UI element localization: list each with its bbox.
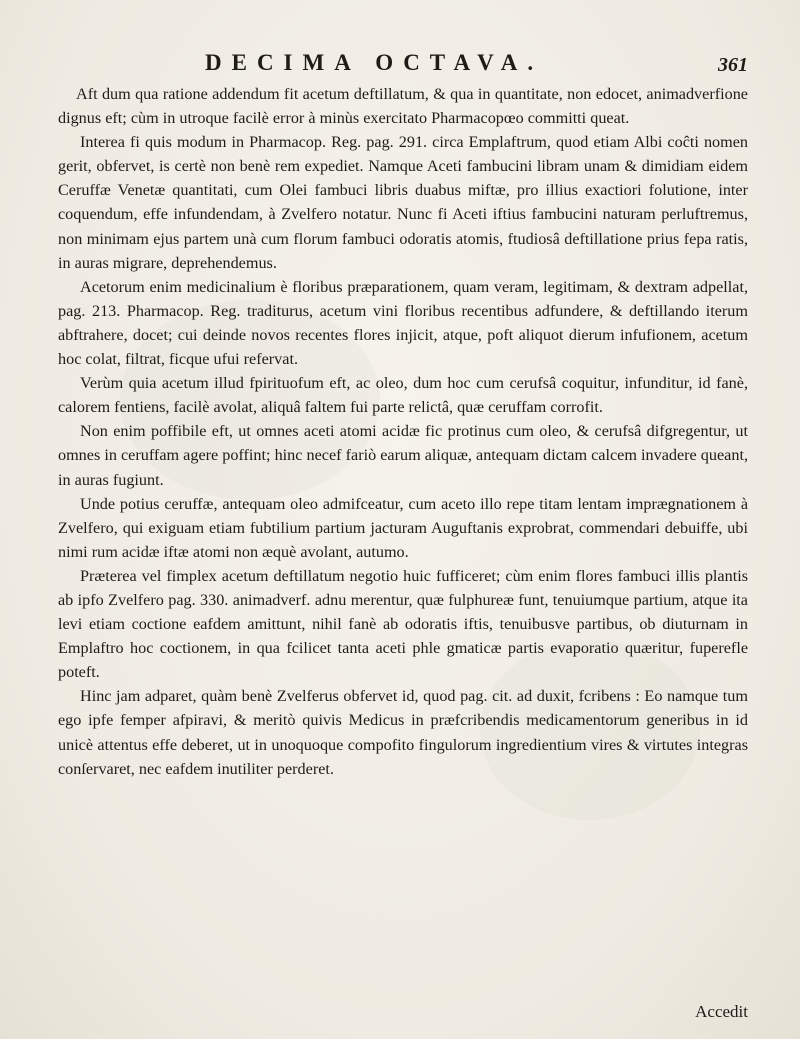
paragraph: Aft dum qua ratione addendum fit acetum deftillatum, & qua in quantitate, non edocet, animadverfione dignus eft; cùm in utroque facilè error à minùs exercitato Pharmacopœo committi queat. [58, 85, 748, 128]
paragraph: Hinc jam adparet, quàm benè Zvelferus obfervet id, quod pag. cit. ad duxit, fcribens : Eo namque tum ego ipfe femper afpiravi, & meritò quivis Medicus in præfcribendis medicamentorum generibus in id unicè attentus effe deberet, ut in unoquoque compofito fingulorum ingredientium vires & virtutes integras conſervaret, nec eafdem inutiliter perderet. [58, 687, 748, 778]
paragraph: Unde potius ceruffæ, antequam oleo admifceatur, cum aceto illo repe titam lentam imprægnationem à Zvelfero, qui exiguam etiam fubtilium partium jacturam Auguftanis exprobrat, commendari debuiffe, ubi nimi rum acidæ iftæ atomi non æquè avolant, autumo. [58, 494, 748, 561]
paragraph: Non enim poffibile eft, ut omnes aceti atomi acidæ fic protinus cum oleo, & cerufsâ difgregentur, ut omnes in ceruffam agere poffint; hinc necef fariò earum aliquæ, antequam dictam calcem invadere queant, in auras fugiunt. [58, 422, 748, 489]
page-number: 361 [718, 54, 748, 76]
paragraph: Verùm quia acetum illud fpirituofum eft, ac oleo, dum hoc cum cerufsâ coquitur, infunditur, id fanè, calorem fentiens, facilè avolat, aliquâ faltem fui parte relictâ, quæ ceruffam corrofit. [58, 374, 748, 417]
body-text [58, 82, 748, 781]
running-head: DECIMA OCTAVA. [205, 50, 544, 75]
catchword: Accedit [695, 1002, 748, 1021]
paragraph: Interea fi quis modum in Pharmacop. Reg. pag. 291. circa Emplaftrum, quod etiam Albi coĉti nomen gerit, obfervet, is certè non benè rem expediet. Namque Aceti fambucini libram unam & dimidiam eidem Ceruffæ Venetæ quantitati, cum Olei fambuci libris duabus miftæ, pro illius exactiori folutione, inter coquendum, effe infundendam, à Zvelfero notatur. Nunc fi Aceti iftius fambucini naturam perluftremus, non minimam ejus partem unà cum florum fambuci odoratis atomis, ftudiosâ deftillatione prius fepa ratis, in auras migrare, deprehendemus. [58, 133, 748, 272]
paragraph: Præterea vel fimplex acetum deftillatum negotio huic fufficeret; cùm enim flores fambuci illis plantis ab ipfo Zvelfero pag. 330. animadverf. adnu merentur, quæ fulphureæ funt, tenuiumque partium, atque ita levi etiam coctione eafdem amittunt, nihil fanè ab odoratis iftis, tenuibusve partibus, ob diuturnam in Emplaftro hoc coctionem, in qua fcilicet tanta aceti phle gmaticæ partis evaporatio quæritur, fuperefle poteft. [58, 566, 748, 682]
paragraph: Acetorum enim medicinalium è floribus præparationem, quam veram, legitimam, & dextram adpellat, pag. 213. Pharmacop. Reg. traditurus, acetum vini floribus recentibus adfundere, & deftillando iterum abftrahere, docet; cui deinde novos recentes flores injicit, atque, poft aliquot dierum infufionem, acetum hoc colat, filtrat, ficque ufui refervat. [58, 277, 748, 369]
